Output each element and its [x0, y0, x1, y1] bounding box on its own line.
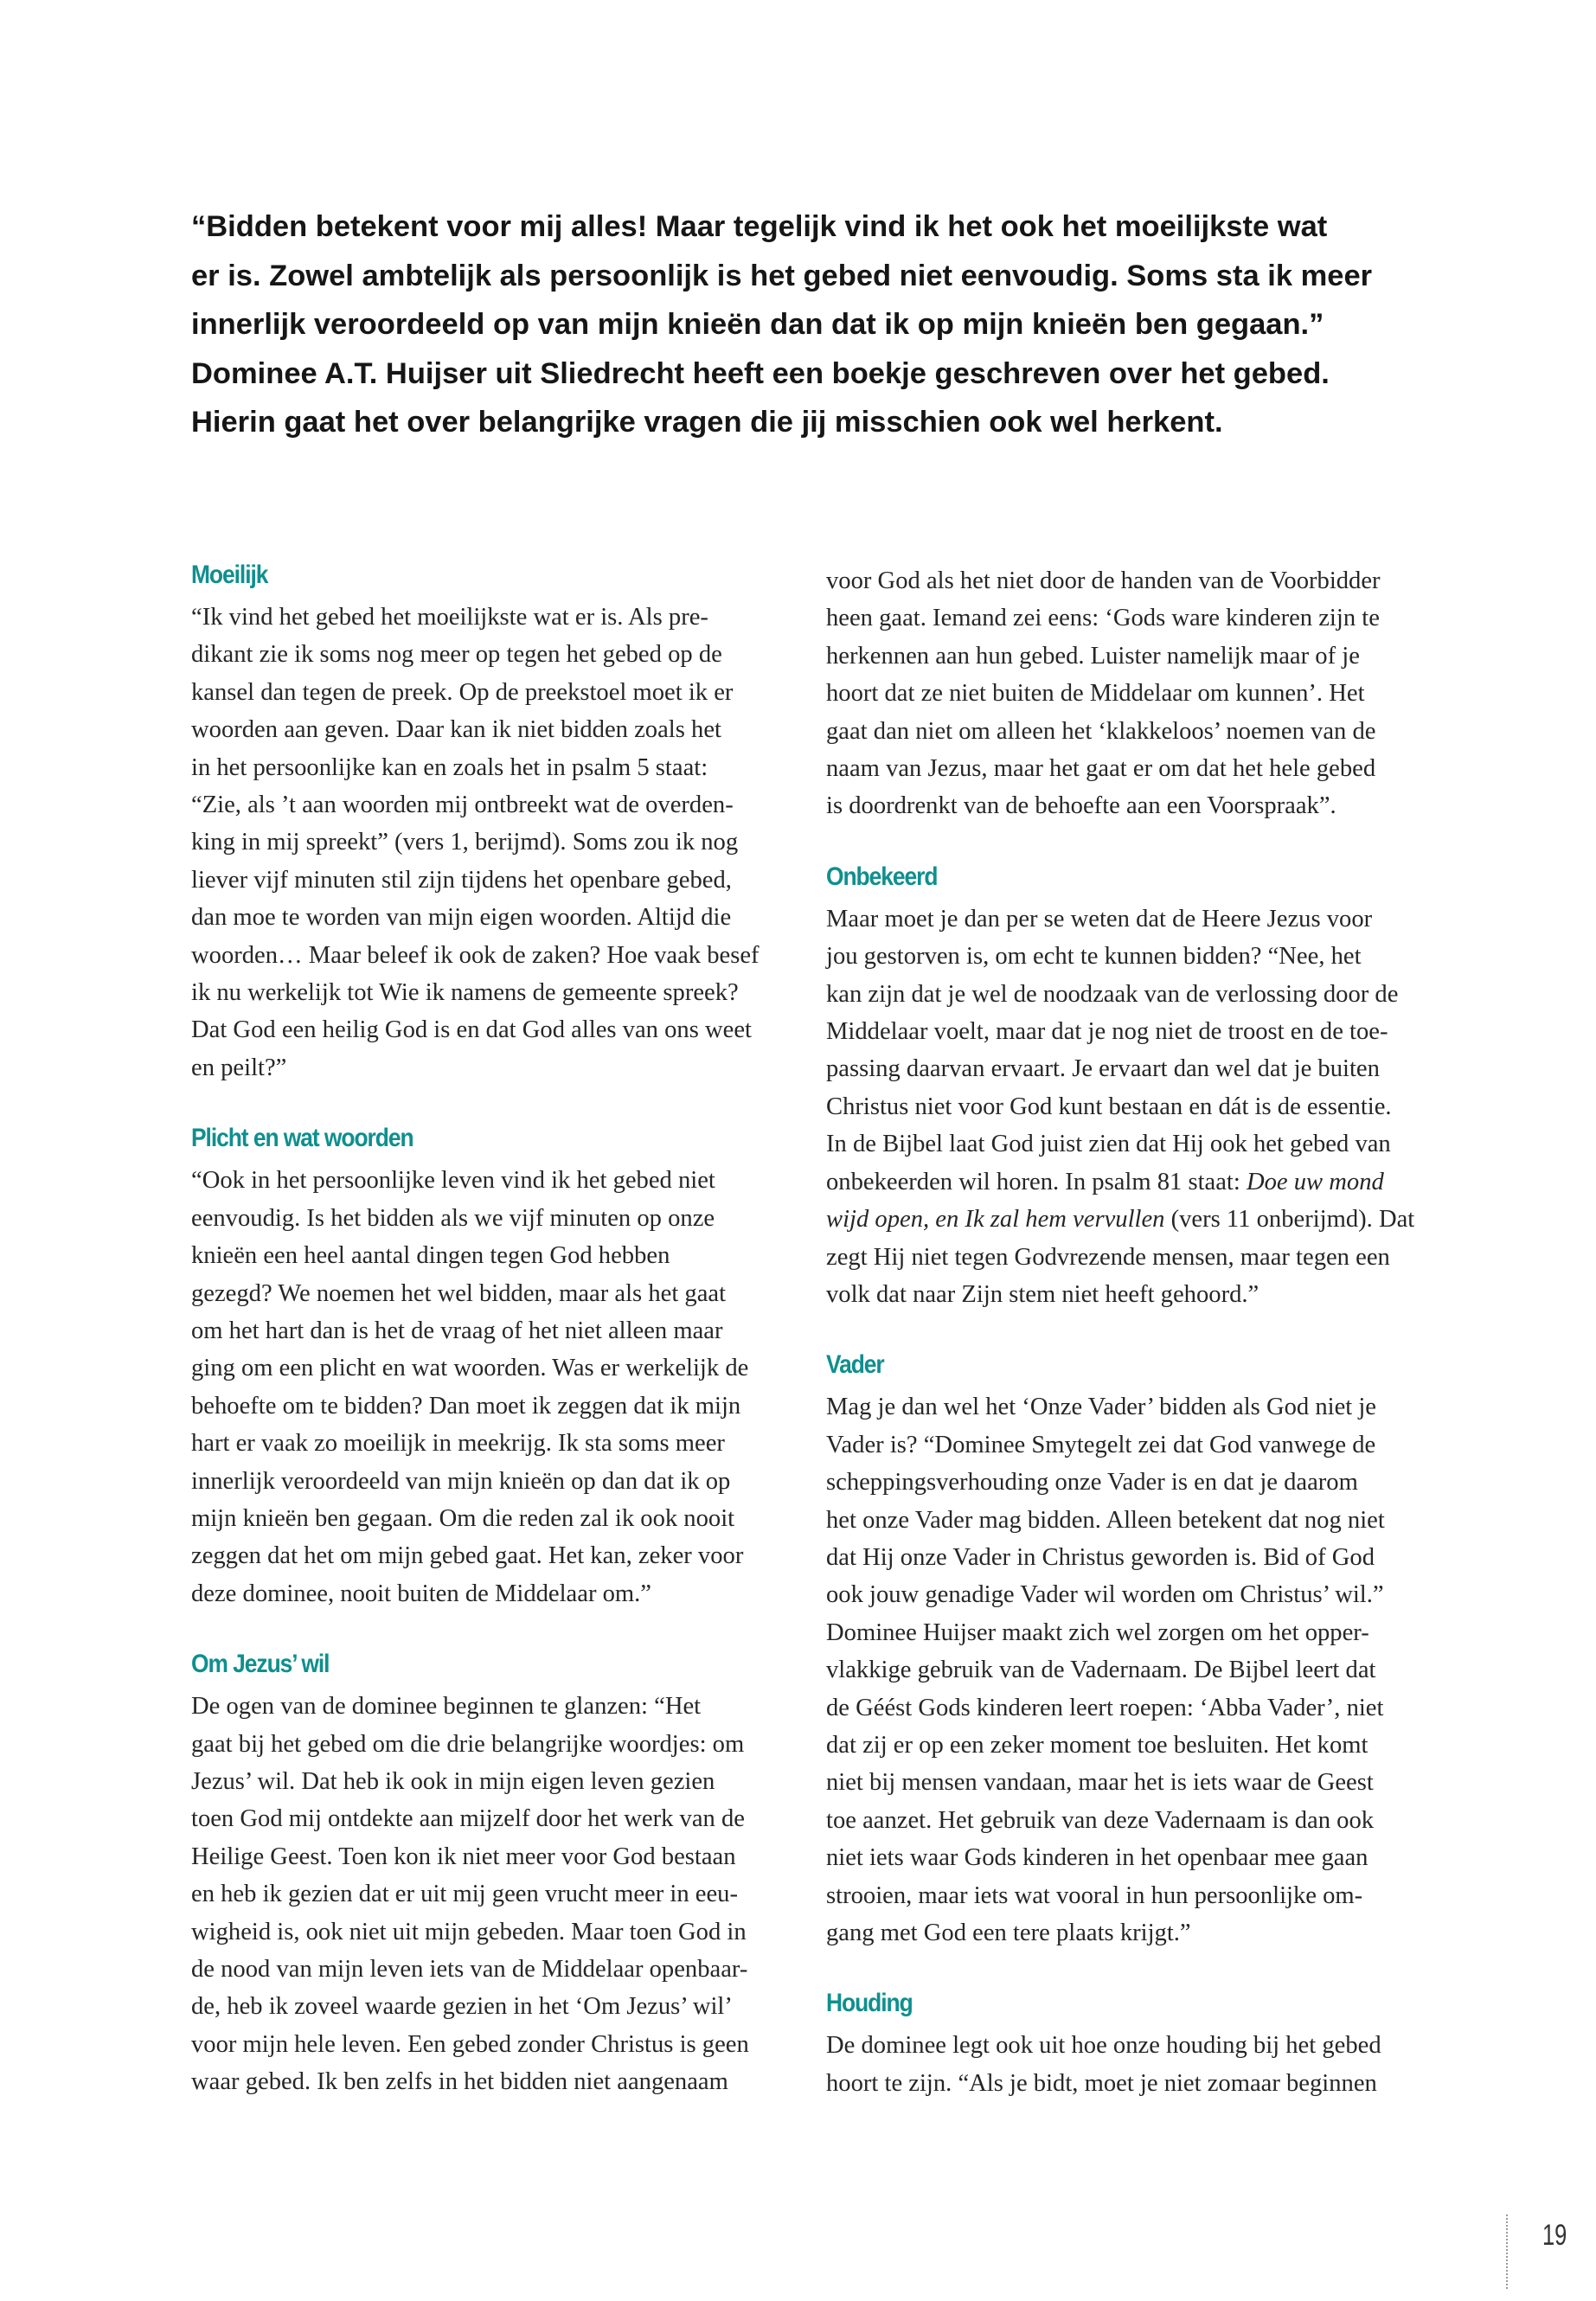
- page-number-divider: [1506, 2214, 1508, 2289]
- intro-line: Hierin gaat het over belangrijke vragen die jij misschien ook wel herkent.: [191, 406, 1223, 439]
- section-heading-moeilijk: Moeilijk: [191, 561, 268, 589]
- text-line: gang met God een tere plaats krijgt.”: [826, 1920, 1191, 1946]
- continuation-body: [826, 562, 1423, 825]
- text-line: Mag je dan wel het ‘Onze Vader’ bidden als God niet je: [826, 1394, 1377, 1421]
- text-line: Jezus’ wil. Dat heb ik ook in mijn eigen leven gezien: [191, 1767, 715, 1795]
- text-line: kansel dan tegen de preek. Op de preekstoel moet ik er: [191, 678, 734, 706]
- text-line: knieën een heel aantal dingen tegen God hebben: [191, 1242, 670, 1270]
- text-line: De dominee legt ook uit hoe onze houding bij het gebed: [826, 2032, 1381, 2060]
- page-number: 19: [1542, 2219, 1567, 2252]
- section-body-houding: [826, 2027, 1423, 2102]
- text-line: dan moe te worden van mijn eigen woorden. Altijd die: [191, 904, 732, 932]
- text-line: dikant zie ik soms nog meer op tegen het gebed op de: [191, 641, 722, 669]
- text-line: heen gaat. Iemand zei eens: ‘Gods ware kinderen zijn te: [826, 605, 1380, 632]
- text-line: in het persoonlijke kan en zoals het in psalm 5 staat:: [191, 753, 708, 781]
- text-line: hart er vaak zo moeilijk in meekrijg. Ik sta soms meer: [191, 1430, 725, 1458]
- intro-line: “Bidden betekent voor mij alles! Maar tegelijk vind ik het ook het moeilijkste wat: [191, 210, 1328, 243]
- text-line: gaat dan niet om alleen het ‘klakkeloos’ noemen van de: [826, 717, 1376, 745]
- text-line: voor mijn hele leven. Een gebed zonder Christus is geen: [191, 2030, 749, 2058]
- text-line: voor God als het niet door de handen van de Voorbidder: [826, 567, 1381, 594]
- text-line: “Zie, als ’t aan woorden mij ontbreekt wat de overden-: [191, 792, 734, 819]
- text-line: wigheid is, ook niet uit mijn gebeden. Maar toen God in: [191, 1918, 747, 1945]
- text-line: gaat bij het gebed om die drie belangrijke woordjes: om: [191, 1730, 745, 1758]
- text-line: zegt Hij niet tegen Godvrezende mensen, maar tegen een: [826, 1243, 1390, 1271]
- left-column: [191, 558, 788, 2101]
- text-line: het onze Vader mag bidden. Alleen betekent dat nog niet: [826, 1506, 1385, 1534]
- text-line: de Géést Gods kinderen leert roepen: ‘Abba Vader’, niet: [826, 1694, 1384, 1721]
- text-line: (vers 11 onberijmd). Dat: [1164, 1206, 1415, 1234]
- intro-line: Dominee A.T. Huijser uit Sliedrecht heeft een boekje geschreven over het gebed.: [191, 356, 1330, 390]
- text-line: strooien, maar iets wat vooral in hun persoonlijke om-: [826, 1881, 1363, 1909]
- text-line: de nood van mijn leven iets van de Middelaar openbaar-: [191, 1956, 748, 1983]
- psalm-quote-italic: Doe uw mond: [1246, 1168, 1384, 1195]
- text-line: Dominee Huijser maakt zich wel zorgen om het opper-: [826, 1618, 1369, 1646]
- text-line: behoefte om te bidden? Dan moet ik zeggen dat ik mijn: [191, 1392, 741, 1420]
- text-line: waar gebed. Ik ben zelfs in het bidden niet aangenaam: [191, 2068, 728, 2096]
- text-line: niet bij mensen vandaan, maar het is iets waar de Geest: [826, 1769, 1374, 1797]
- text-line: mijn knieën ben gegaan. Om die reden zal ik ook nooit: [191, 1504, 735, 1532]
- text-line: king in mij spreekt” (vers 1, berijmd). Soms zou ik nog: [191, 829, 739, 856]
- text-line: “Ook in het persoonlijke leven vind ik het gebed niet: [191, 1167, 715, 1195]
- text-line: passing daarvan ervaart. Je ervaart dan wel dat je buiten: [826, 1055, 1380, 1083]
- text-line: de, heb ik zoveel waarde gezien in het ‘Om Jezus’ wil’: [191, 1993, 733, 2021]
- text-line: zeggen dat het om mijn gebed gaat. Het kan, zeker voor: [191, 1542, 744, 1570]
- text-line: onbekeerden wil horen. In psalm 81 staat:: [826, 1168, 1247, 1195]
- section-body-vader: [826, 1388, 1423, 1952]
- text-line: en heb ik gezien dat er uit mij geen vrucht meer in eeu-: [191, 1881, 738, 1908]
- section-heading-onbekeerd: Onbekeerd: [826, 862, 938, 891]
- psalm-quote-italic: wijd open, en Ik zal hem vervullen: [826, 1206, 1165, 1234]
- section-body-plicht: [191, 1162, 788, 1612]
- text-line: deze dominee, nooit buiten de Middelaar om.”: [191, 1580, 651, 1607]
- text-line: jou gestorven is, om echt te kunnen bidden? “Nee, het: [826, 943, 1362, 971]
- text-line: herkennen aan hun gebed. Luister namelijk maar of je: [826, 642, 1360, 670]
- text-line: toen God mij ontdekte aan mijzelf door het werk van de: [191, 1805, 745, 1833]
- text-line: ik nu werkelijk tot Wie ik namens de gemeente spreek?: [191, 979, 739, 1007]
- text-line: toe aanzet. Het gebruik van deze Vadernaam is dan ook: [826, 1806, 1375, 1834]
- section-heading-om-jezus-wil: Om Jezus’ wil: [191, 1650, 330, 1679]
- text-line: Heilige Geest. Toen kon ik niet meer voor God bestaan: [191, 1843, 736, 1870]
- text-line: De ogen van de dominee beginnen te glanzen: “Het: [191, 1693, 702, 1721]
- text-line: Middelaar voelt, maar dat je nog niet de troost en de toe-: [826, 1018, 1388, 1046]
- text-line: eenvoudig. Is het bidden als we vijf minuten op onze: [191, 1204, 715, 1232]
- text-line: liever vijf minuten stil zijn tijdens het openbare gebed,: [191, 866, 732, 894]
- section-heading-houding: Houding: [826, 1989, 913, 2018]
- text-line: ging om een plicht en wat woorden. Was er werkelijk de: [191, 1355, 749, 1382]
- text-line: kan zijn dat je wel de noodzaak van de verlossing door de: [826, 980, 1399, 1008]
- text-line: niet iets waar Gods kinderen in het openbaar mee gaan: [826, 1844, 1368, 1872]
- text-line: hoort te zijn. “Als je bidt, moet je niet zomaar beginnen: [826, 2069, 1377, 2097]
- text-line: scheppingsverhouding onze Vader is en dat je daarom: [826, 1469, 1358, 1497]
- text-line: naam van Jezus, maar het gaat er om dat het hele gebed: [826, 755, 1376, 783]
- text-line: dat Hij onze Vader in Christus geworden is. Bid of God: [826, 1543, 1375, 1571]
- section-heading-plicht: Plicht en wat woorden: [191, 1124, 413, 1153]
- text-line: hoort dat ze niet buiten de Middelaar om kunnen’. Het: [826, 680, 1365, 708]
- text-line: dat zij er op een zeker moment toe besluiten. Het komt: [826, 1731, 1368, 1759]
- text-line: vlakkige gebruik van de Vadernaam. De Bijbel leert dat: [826, 1657, 1376, 1684]
- text-line: In de Bijbel laat God juist zien dat Hij ook het gebed van: [826, 1131, 1391, 1158]
- text-line: gezegd? We noemen het wel bidden, maar als het gaat: [191, 1279, 727, 1307]
- intro-line: innerlijk veroordeeld op van mijn knieën dan dat ik op mijn knieën ben gegaan.”: [191, 308, 1324, 341]
- text-line: ook jouw genadige Vader wil worden om Christus’ wil.”: [826, 1581, 1384, 1609]
- text-line: innerlijk veroordeeld van mijn knieën op dan dat ik op: [191, 1467, 731, 1495]
- text-line: Christus niet voor God kunt bestaan en dát is de essentie.: [826, 1093, 1392, 1120]
- section-body-moeilijk: [191, 599, 788, 1086]
- section-body-om-jezus-wil: [191, 1688, 788, 2100]
- text-line: Vader is? “Dominee Smytegelt zei dat God vanwege de: [826, 1431, 1376, 1458]
- intro-lead: [191, 202, 1420, 447]
- text-line: en peilt?”: [191, 1054, 287, 1081]
- text-line: om het hart dan is het de vraag of het niet alleen maar: [191, 1317, 723, 1344]
- right-column: [826, 562, 1423, 2102]
- text-line: is doordrenkt van de behoefte aan een Voorspraak”.: [826, 792, 1336, 820]
- text-line: Maar moet je dan per se weten dat de Heere Jezus voor: [826, 905, 1373, 933]
- text-line: woorden aan geven. Daar kan ik niet bidden zoals het: [191, 716, 721, 744]
- section-heading-vader: Vader: [826, 1350, 884, 1380]
- section-body-onbekeerd: [826, 901, 1423, 1313]
- text-line: woorden… Maar beleef ik ook de zaken? Hoe vaak besef: [191, 941, 760, 969]
- text-line: Dat God een heilig God is en dat God alles van ons weet: [191, 1016, 752, 1044]
- text-line: volk dat naar Zijn stem niet heeft gehoord.”: [826, 1280, 1259, 1308]
- text-line: “Ik vind het gebed het moeilijkste wat er is. Als pre-: [191, 604, 708, 631]
- intro-line: er is. Zowel ambtelijk als persoonlijk is het gebed niet eenvoudig. Soms sta ik meer: [191, 259, 1373, 292]
